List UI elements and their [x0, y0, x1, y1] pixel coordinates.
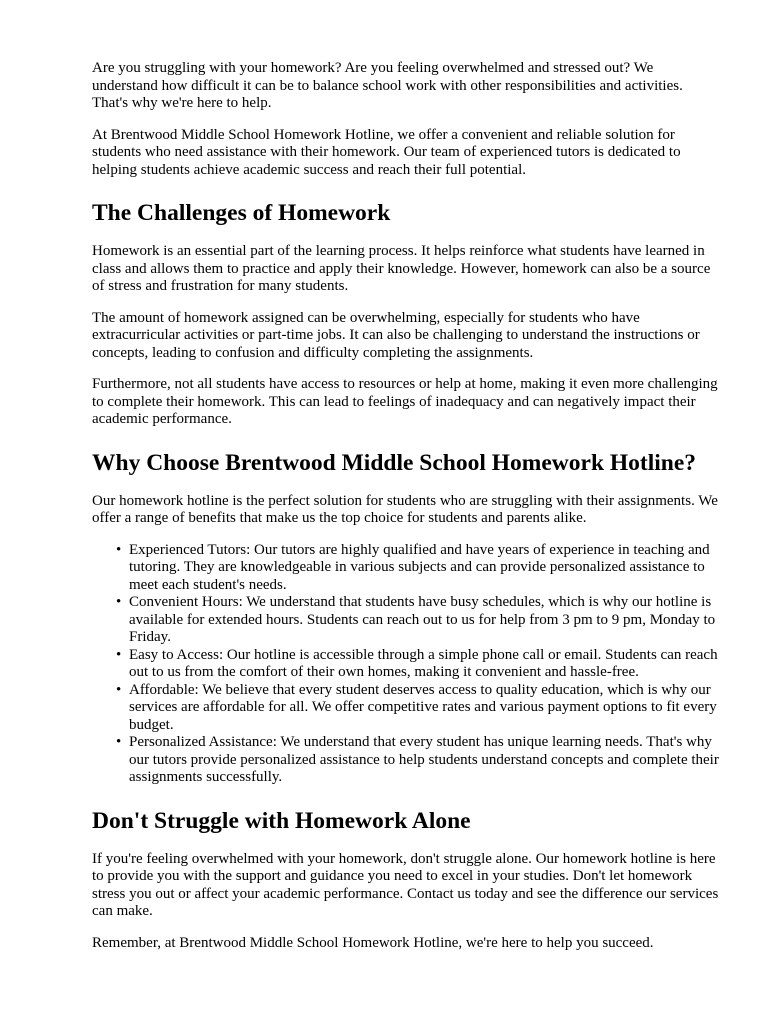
why-choose-intro: Our homework hotline is the perfect solution for students who are struggling with their assignments. We offer a range of benefits that make us the top choice for students and parents alike.: [92, 492, 718, 526]
alone-paragraph-2: Remember, at Brentwood Middle School Homework Hotline, we're here to help you succeed.: [92, 934, 654, 951]
bullet-icon: •: [116, 681, 122, 698]
challenges-paragraph-1: Homework is an essential part of the learning process. It helps reinforce what students have learned in class and allows them to practice and apply their knowledge. However, homework can also be a source of stress and frustration for many students.: [92, 243, 711, 294]
list-item-text: Affordable: We believe that every student deserves access to quality education, which is why our services are affordable for all. We offer competitive rates and various payment options to fit every budget.: [129, 681, 717, 733]
bullet-icon: •: [116, 646, 122, 663]
bullet-icon: •: [116, 734, 122, 750]
list-item-text: Convenient Hours: We understand that students have busy schedules, which is why our hotline is available for extended hours. Students can reach out to us for help from 3 pm to 9 pm, Monday to Friday.: [129, 594, 716, 645]
list-item-text: Personalized Assistance: We understand that every student has unique learning needs. That's why our tutors provide personalized assistance to help students understand concepts and complete their assignments successfully.: [129, 734, 719, 785]
bullet-icon: •: [116, 594, 122, 610]
list-item: [116, 647, 720, 682]
benefits-list: [92, 542, 720, 787]
list-item: [116, 734, 720, 787]
list-item-text: Easy to Access: Our hotline is accessible through a simple phone call or email. Students can reach out to us from the comfort of their own homes, making it convenient and hassle-free.: [129, 646, 718, 680]
challenges-paragraph-3: Furthermore, not all students have access to resources or help at home, making it even more challenging to complete their homework. This can lead to feelings of inadequacy and can negatively impact their academic performance.: [92, 376, 718, 427]
list-item: [116, 542, 720, 595]
challenges-paragraph-2: The amount of homework assigned can be overwhelming, especially for students who have extracurricular activities or part-time jobs. It can also be challenging to understand the instructions or concepts, leading to confusion and difficulty completing the assignments.: [92, 309, 700, 361]
bullet-icon: •: [116, 541, 122, 558]
alone-heading: Don't Struggle with Homework Alone: [92, 807, 471, 834]
list-item: [116, 594, 720, 647]
challenges-heading: The Challenges of Homework: [92, 200, 391, 226]
list-item: [116, 682, 720, 735]
intro-paragraph-1: Are you struggling with your homework? Are you feeling overwhelmed and stressed out? We understand how difficult it can be to balance school work with other responsibilities and activities. That's why we're here to help.: [92, 60, 683, 111]
alone-paragraph-1: If you're feeling overwhelmed with your homework, don't struggle alone. Our homework hotline is here to provide you with the support and guidance you need to excel in your studies. Don't let homework stress you out or affect your academic performance. Contact us today and see the difference our services can make.: [92, 850, 719, 919]
list-item-text: Experienced Tutors: Our tutors are highly qualified and have years of experience in teaching and tutoring. They are knowledgeable in various subjects and can provide personalized assistance to meet each student's needs.: [129, 541, 710, 593]
intro-paragraph-2: At Brentwood Middle School Homework Hotline, we offer a convenient and reliable solution for students who need assistance with their homework. Our team of experienced tutors is dedicated to helping students achieve academic success and reach their full potential.: [92, 126, 681, 178]
why-choose-heading: Why Choose Brentwood Middle School Homework Hotline?: [92, 449, 697, 476]
